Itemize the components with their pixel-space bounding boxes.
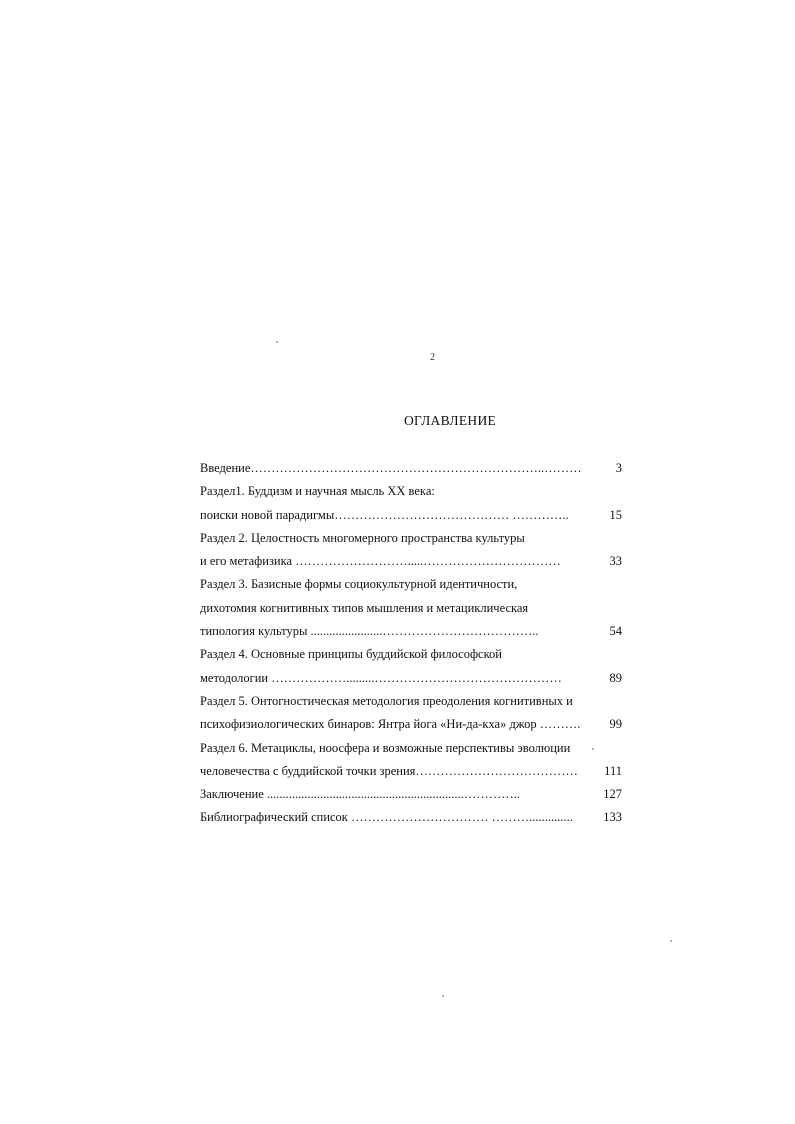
scan-speck — [592, 748, 594, 750]
toc-entry-conclusion — [200, 783, 625, 806]
toc-entry-text: психофизиологических бинаров: Янтра йога «Ни-да-кха» джор ………. — [200, 717, 581, 732]
toc-entry-page: 89 — [604, 667, 623, 690]
toc-entry-text: типология культуры .......................……………………………….. — [200, 624, 539, 639]
toc-entry-section-3 — [200, 573, 625, 643]
toc-entry-section-5 — [200, 690, 625, 737]
toc-entry-section-1 — [200, 480, 625, 527]
toc-entry-section-4 — [200, 643, 625, 690]
toc-entry-page: 99 — [604, 713, 623, 736]
toc-entry-page: 33 — [604, 550, 623, 573]
toc-entry-text: Введение……………………………………………………………..……… — [200, 461, 582, 475]
toc-entry-text: Раздел 6. Метациклы, ноосфера и возможные перспективы эволюции — [200, 740, 571, 755]
toc-entry-section-6 — [200, 737, 625, 784]
toc-entry-page: 3 — [610, 457, 622, 480]
toc-entry-text: Заключение ...............................................................………….. — [200, 787, 520, 802]
toc-entry-text: Раздел 3. Базисные формы социокультурной идентичности, — [200, 577, 518, 592]
toc-entry-page: 127 — [597, 783, 622, 806]
toc-entry-section-2 — [200, 527, 625, 574]
scan-speck — [670, 940, 672, 942]
toc-entry-text: Раздел 4. Основные принципы буддийской философской — [200, 647, 502, 662]
scan-speck — [276, 341, 278, 343]
toc-entry-text: поиски новой парадигмы…………………………………… ………….. — [200, 507, 569, 522]
toc-entry-page: 54 — [604, 620, 623, 643]
toc-entry-text: Раздел 5. Онтогностическая методология преодоления когнитивных и — [200, 693, 573, 708]
toc-entry-page: 15 — [604, 504, 623, 527]
toc-entry-text: Раздел1. Буддизм и научная мысль XX века: — [200, 484, 435, 499]
toc-entry-text: Библиографический список …………………………… ……….............. — [200, 810, 573, 825]
toc-entry-introduction — [200, 457, 625, 480]
toc-entry-text: дихотомия когнитивных типов мышления и метациклическая — [200, 600, 529, 615]
page-title: ОГЛАВЛЕНИЕ — [403, 413, 497, 428]
toc-entry-text: Раздел 2. Целостность многомерного пространства культуры — [200, 530, 525, 545]
table-of-contents — [200, 457, 625, 830]
page-number: 2 — [430, 352, 435, 363]
toc-entry-text: и его метафизика ……………………….....…………………………… — [200, 554, 561, 569]
toc-entry-page: 133 — [597, 806, 622, 829]
toc-entry-text: человечества с буддийской точки зрения………………………………… — [200, 763, 578, 778]
toc-entry-page: 111 — [598, 760, 622, 783]
scan-speck — [442, 995, 444, 997]
toc-entry-text: методологии ……………….........……………………………………… — [200, 670, 562, 685]
toc-entry-bibliography — [200, 806, 625, 829]
